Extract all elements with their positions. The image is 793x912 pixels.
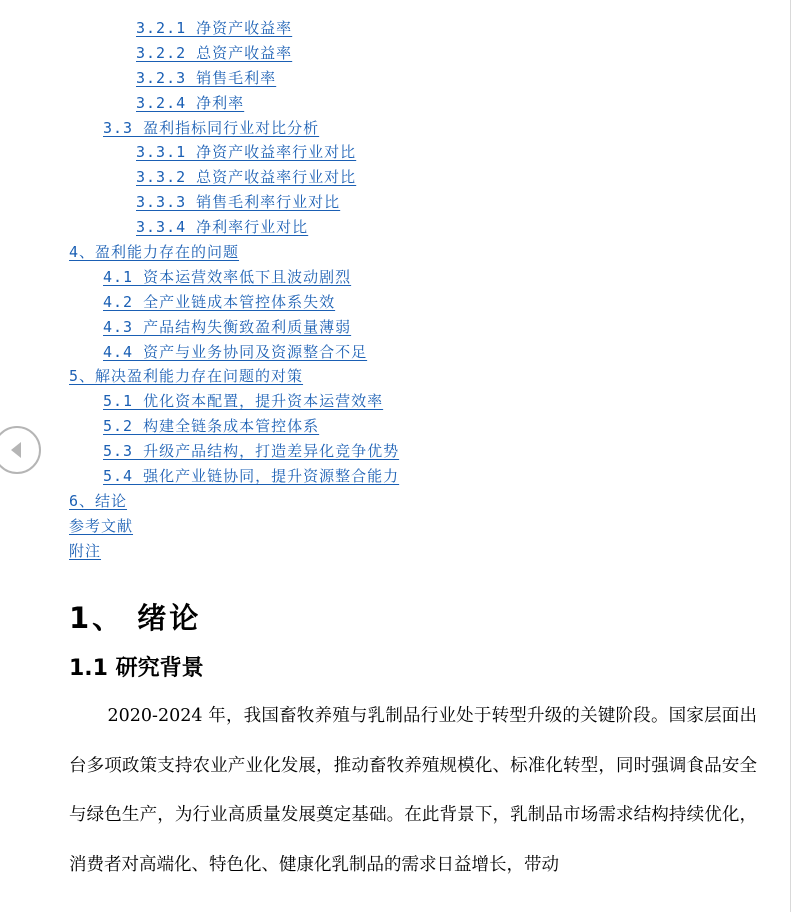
toc-line (0, 116, 700, 141)
page-edge-divider (790, 0, 791, 912)
toc-line (0, 489, 700, 514)
toc-line (0, 190, 700, 215)
toc-line (0, 439, 700, 464)
toc-line (0, 240, 700, 265)
toc-link-4-3[interactable]: 4.3 产品结构失衡致盈利质量薄弱 (103, 317, 352, 336)
body-paragraph: 2020-2024 年，我国畜牧养殖与乳制品行业处于转型升级的关键阶段。国家层面出台多项政策支持农业产业化发展，推动畜牧养殖规模化、标准化转型，同时强调食品安全与绿色生产，为行业高质量发展奠定基础。在此背景下，乳制品市场需求结构持续优化，消费者对高端化、特色化、健康化乳制品的需求日益增长，带动 (69, 706, 757, 875)
chevron-left-icon (5, 439, 27, 461)
toc-line (0, 290, 700, 315)
toc-line (0, 514, 700, 539)
toc-line (0, 340, 700, 365)
toc-line (0, 414, 700, 439)
toc-link-4-1[interactable]: 4.1 资本运营效率低下且波动剧烈 (103, 267, 352, 286)
toc-line (0, 364, 700, 389)
section-heading-1: 1、 绪论 (69, 601, 202, 635)
toc-link-3-3-4[interactable]: 3.3.4 净利率行业对比 (136, 218, 309, 237)
toc-line (0, 140, 700, 165)
toc-link-5-2[interactable]: 5.2 构建全链条成本管控体系 (103, 417, 320, 436)
toc-line (0, 215, 700, 240)
toc-link-notes[interactable]: 附注 (69, 541, 102, 560)
toc-link-3-2-1[interactable]: 3.2.1 净资产收益率 (136, 19, 293, 37)
toc-line (0, 265, 700, 290)
toc-link-5-1[interactable]: 5.1 优化资本配置，提升资本运营效率 (103, 392, 384, 411)
toc-link-5-3[interactable]: 5.3 升级产品结构，打造差异化竞争优势 (103, 442, 400, 461)
toc-link-3-2-4[interactable]: 3.2.4 净利率 (136, 93, 245, 112)
toc-line (0, 389, 700, 414)
toc-line (0, 91, 700, 116)
toc-line (0, 464, 700, 489)
toc-link-5-4[interactable]: 5.4 强化产业链协同，提升资源整合能力 (103, 467, 400, 486)
toc-link-3-3[interactable]: 3.3 盈利指标同行业对比分析 (103, 118, 320, 137)
toc-link-3-3-2[interactable]: 3.3.2 总资产收益率行业对比 (136, 168, 357, 187)
toc-link-references[interactable]: 参考文献 (69, 516, 134, 535)
toc-line (0, 539, 700, 564)
toc-link-3-3-3[interactable]: 3.3.3 销售毛利率行业对比 (136, 193, 341, 212)
table-of-contents (0, 16, 700, 564)
toc-line (0, 315, 700, 340)
toc-link-4-4[interactable]: 4.4 资产与业务协同及资源整合不足 (103, 342, 368, 361)
toc-link-4-2[interactable]: 4.2 全产业链成本管控体系失效 (103, 292, 336, 311)
toc-line (0, 41, 700, 66)
section-heading-1-1: 1.1 研究背景 (69, 656, 204, 681)
toc-link-6[interactable]: 6、结论 (69, 491, 128, 510)
toc-line (0, 165, 700, 190)
toc-line (0, 16, 700, 41)
toc-link-3-2-2[interactable]: 3.2.2 总资产收益率 (136, 43, 293, 62)
toc-link-4[interactable]: 4、盈利能力存在的问题 (69, 243, 240, 262)
toc-link-5[interactable]: 5、解决盈利能力存在问题的对策 (69, 367, 304, 386)
toc-link-3-2-3[interactable]: 3.2.3 销售毛利率 (136, 68, 277, 87)
toc-link-3-3-1[interactable]: 3.3.1 净资产收益率行业对比 (136, 143, 357, 162)
toc-line (0, 66, 700, 91)
